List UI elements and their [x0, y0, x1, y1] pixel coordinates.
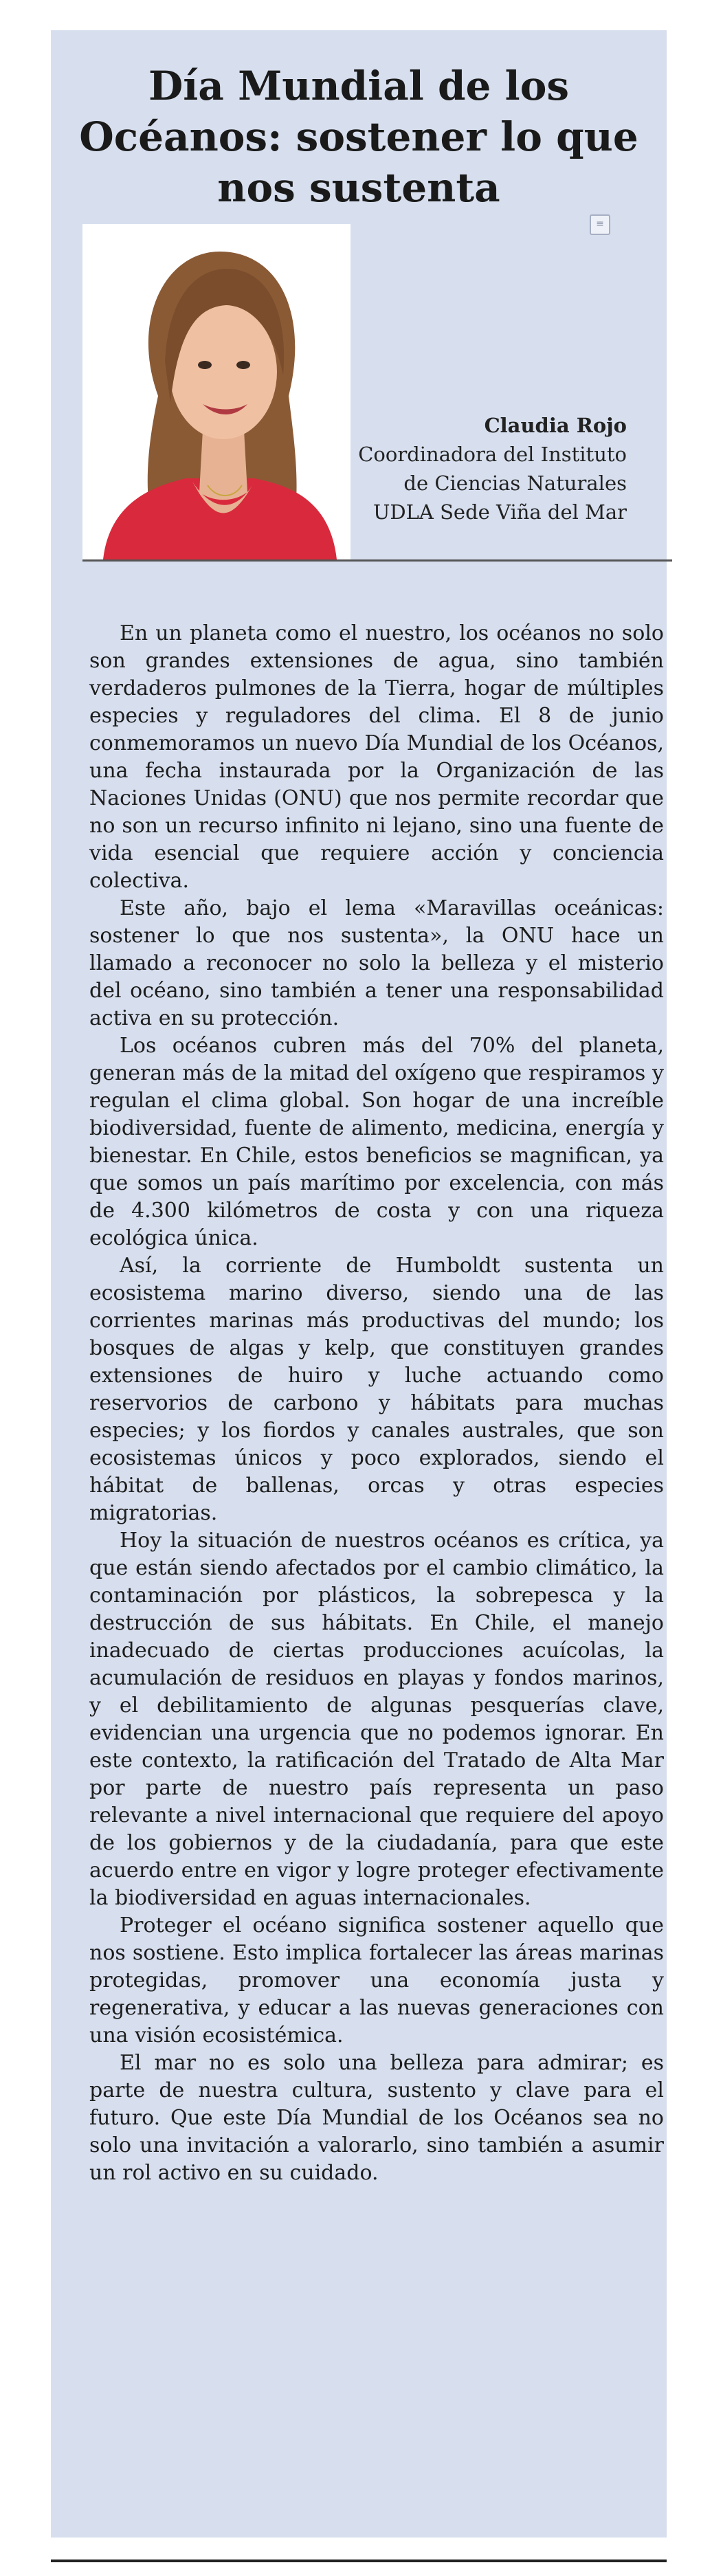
article-body: [89, 620, 664, 2187]
title-line-3: nos sustenta: [217, 164, 500, 211]
article-panel: [51, 30, 667, 2538]
author-role-line-3: UDLA Sede Viña del Mar: [372, 500, 627, 524]
paragraph: Los océanos cubren más del 70% del planeta, generan más de la mitad del oxígeno que respiramos y regulan el clima global. Son hogar de una increíble biodiversidad, fuente de alimento, medicina, energía y bienestar. En Chile, estos beneficios se magnifican, ya que somos un país marítimo por excelencia, con más de 4.300 kilómetros de costa y con una riqueza ecológica única.: [89, 1034, 664, 1250]
note-icon[interactable]: ≡: [590, 214, 610, 235]
byline-divider: [82, 559, 672, 562]
paragraph: Proteger el océano significa sostener aquello que nos sostiene. Esto implica fortalecer las áreas marinas protegidas, promover una economía justa y regenerativa, y educar a las nuevas generaciones con una visión ecosistémica.: [89, 1913, 664, 2047]
article-title: [51, 60, 667, 213]
paragraph: En un planeta como el nuestro, los océanos no solo son grandes extensiones de agua, sino también verdaderos pulmones de la Tierra, hogar de múltiples especies y reguladores del clima. El 8 de junio conmemoramos un nuevo Día Mundial de los Océanos, una fecha instaurada por la Organización de las Naciones Unidas (ONU) que nos permite recordar que no son un recurso infinito ni lejano, sino una fuente de vida esencial que requiere acción y conciencia colectiva.: [89, 621, 664, 893]
paragraph: El mar no es solo una belleza para admirar; es parte de nuestra cultura, sustento y clave para el futuro. Que este Día Mundial de los Océanos sea no solo una invitación a valorarlo, sino también a asumir un rol activo en su cuidado.: [89, 2051, 664, 2185]
author-role-line-1: Coordinadora del Instituto: [358, 443, 627, 466]
author-role-line-2: de Ciencias Naturales: [403, 471, 627, 495]
author-name: Claudia Rojo: [484, 414, 627, 437]
paragraph: Este año, bajo el lema «Maravillas oceánicas: sostener lo que nos sustenta», la ONU hace un llamado a reconocer no solo la belleza y el misterio del océano, sino también a tener una responsabilidad activa en su protección.: [89, 896, 664, 1030]
author-byline: [358, 411, 627, 526]
paragraph: Hoy la situación de nuestros océanos es crítica, ya que están siendo afectados por el cambio climático, la contaminación por plásticos, la sobrepesca y la destrucción de sus hábitats. En Chile, el manejo inadecuado de ciertas producciones acuícolas, la acumulación de residuos en playas y fondos marinos, y el debilitamiento de algunas pesquerías clave, evidencian una urgencia que no podemos ignorar. En este contexto, la ratificación del Tratado de Alta Mar por parte de nuestro país representa un paso relevante a nivel internacional que requiere del apoyo de los gobiernos y de la ciudadanía, para que este acuerdo entre en vigor y logre proteger efectivamente la biodiversidad en aguas internacionales.: [89, 1529, 664, 1910]
title-line-2: Océanos: sostener lo que: [79, 113, 638, 160]
paragraph: Así, la corriente de Humboldt sustenta un ecosistema marino diverso, siendo una de las corrientes marinas más productivas del mundo; los bosques de algas y kelp, que constituyen grandes extensiones de huiro y luche actuando como reservorios de carbono y hábitats para muchas especies; y los fiordos y canales australes, que son ecosistemas únicos y poco explorados, siendo el hábitat de ballenas, orcas y otras especies migratorias.: [89, 1254, 664, 1525]
page-bottom-rule: [51, 2560, 667, 2562]
author-photo: [82, 224, 351, 559]
title-line-1: Día Mundial de los: [148, 63, 570, 109]
